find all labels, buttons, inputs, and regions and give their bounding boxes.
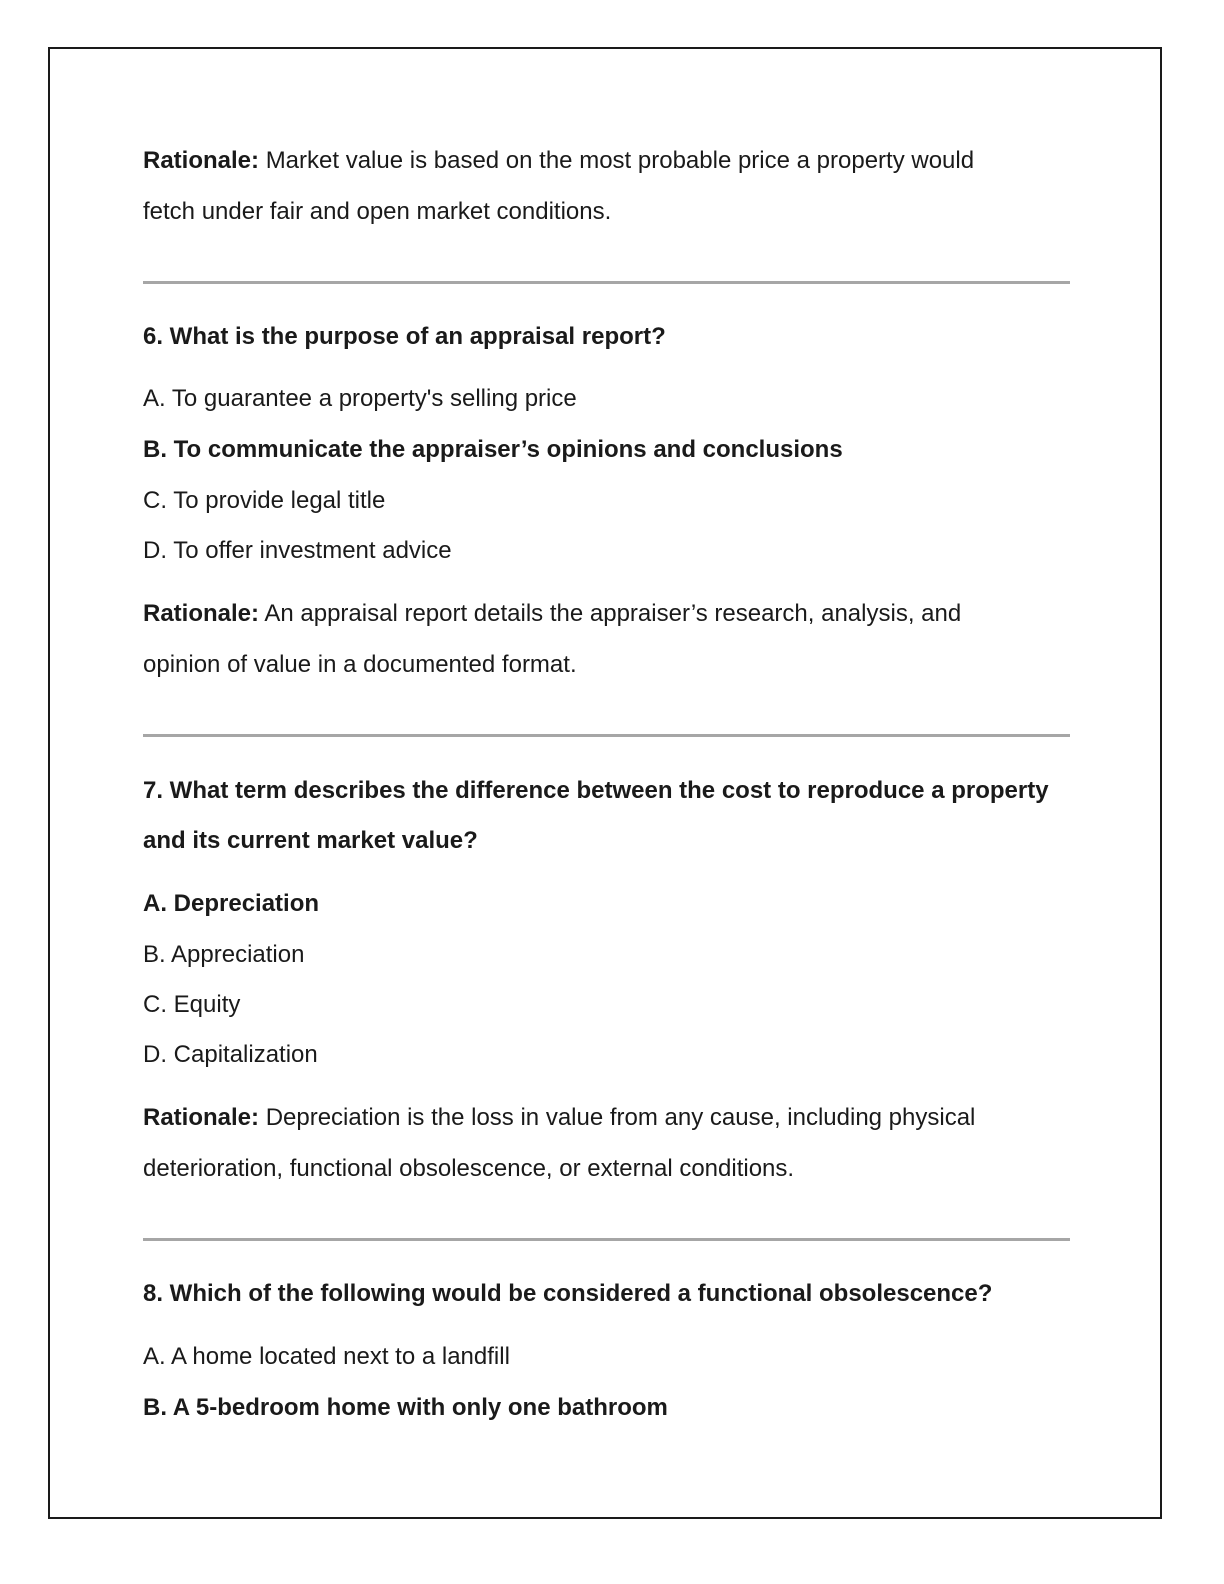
q6-option-b-correct: B. To communicate the appraiser’s opinions and conclusions <box>143 436 843 463</box>
q6-rationale-line <box>143 599 961 629</box>
q7-option-d: D. Capitalization <box>143 1041 318 1068</box>
section-divider <box>143 281 1070 284</box>
q6-option-a: A. To guarantee a property's selling price <box>143 385 577 412</box>
rationale-label: Rationale: <box>143 600 260 627</box>
q6-option-c: C. To provide legal title <box>143 487 386 514</box>
rationale-text: fetch under fair and open market conditions. <box>143 198 612 225</box>
question-8: 8. Which of the following would be considered a functional obsolescence? <box>143 1280 993 1307</box>
q8-option-a: A. A home located next to a landfill <box>143 1343 510 1370</box>
q7-option-b: B. Appreciation <box>143 941 305 968</box>
rationale-text: Market value is based on the most probable price a property would <box>265 147 975 174</box>
question-7-line-2: and its current market value? <box>143 827 478 854</box>
rationale-label: Rationale: <box>143 147 260 174</box>
rationale-label: Rationale: <box>143 1104 260 1131</box>
q6-option-d: D. To offer investment advice <box>143 537 452 564</box>
q8-option-b-correct: B. A 5-bedroom home with only one bathroom <box>143 1394 668 1421</box>
section-divider <box>143 1238 1070 1241</box>
question-7-line-1: 7. What term describes the difference between the cost to reproduce a property <box>143 777 1049 804</box>
rationale-text: deterioration, functional obsolescence, or external conditions. <box>143 1155 795 1182</box>
question-6: 6. What is the purpose of an appraisal report? <box>143 323 666 350</box>
rationale-text: An appraisal report details the appraiser’s research, analysis, and <box>264 600 962 627</box>
q7-option-c: C. Equity <box>143 991 241 1018</box>
q7-rationale-line <box>143 1103 975 1133</box>
section-divider <box>143 734 1070 737</box>
rationale-line <box>143 146 974 176</box>
rationale-text: Depreciation is the loss in value from any cause, including physical <box>265 1104 976 1131</box>
q7-option-a-correct: A. Depreciation <box>143 890 320 917</box>
rationale-text: opinion of value in a documented format. <box>143 651 577 678</box>
